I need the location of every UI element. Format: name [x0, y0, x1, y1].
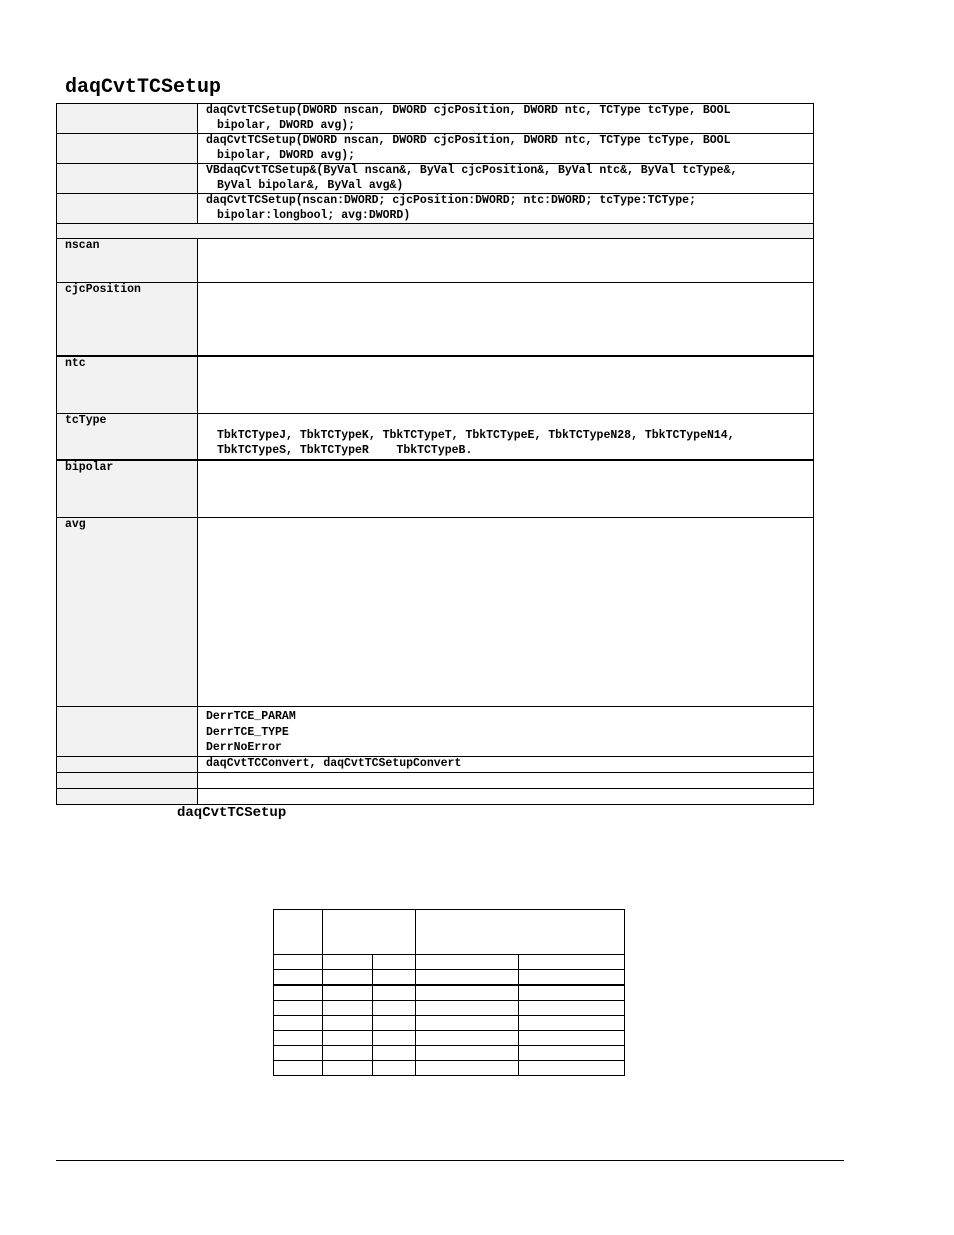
empty-cell [198, 772, 814, 788]
param-description-cell [198, 283, 814, 356]
example-table-row [274, 955, 625, 970]
table-cell [322, 985, 372, 1001]
example-table [273, 909, 625, 1076]
param-description-cell [198, 460, 814, 518]
table-cell [519, 985, 625, 1001]
table-cell [274, 955, 323, 970]
row-label-cell [57, 772, 198, 788]
prototype-cell [198, 104, 814, 134]
description-blank-line [206, 414, 805, 429]
table-cell [519, 1061, 625, 1076]
prototype-line: daqCvtTCSetup(DWORD nscan, DWORD cjcPosition, DWORD ntc, TCType tcType, BOOL [206, 134, 731, 147]
param-name-cell: tcType [57, 414, 198, 460]
table-cell [372, 985, 415, 1001]
section-header-cell [57, 224, 814, 239]
prototype-cell [198, 194, 814, 224]
table-cell [322, 1031, 372, 1046]
table-cell [519, 1001, 625, 1016]
tctype-values-line: TbkTCTypeS, TbkTCTypeR TbkTCTypeB. [217, 443, 473, 457]
table-cell [415, 1061, 519, 1076]
return-code: DerrTCE_PARAM [206, 710, 296, 723]
table-cell [415, 985, 519, 1001]
table-cell [415, 970, 519, 986]
example-table-row [274, 985, 625, 1001]
tctype-values-line: TbkTCTypeJ, TbkTCTypeK, TbkTCTypeT, TbkTCTypeE, TbkTCTypeN28, TbkTCTypeN14, [217, 429, 735, 442]
table-cell [372, 970, 415, 986]
table-cell [274, 1031, 323, 1046]
row-label-cell [57, 707, 198, 757]
example-table-row [274, 1061, 625, 1076]
table-cell [519, 1031, 625, 1046]
footer-rule [56, 1160, 844, 1161]
prototype-row [57, 194, 814, 224]
example-table-row [274, 1031, 625, 1046]
table-cell [322, 1046, 372, 1061]
see-also-cell: daqCvtTCConvert, daqCvtTCSetupConvert [198, 756, 814, 772]
table-cell [415, 1001, 519, 1016]
page-title: daqCvtTCSetup [65, 76, 222, 99]
row-label-cell [57, 134, 198, 164]
param-description-cell [198, 239, 814, 283]
header-cell [274, 910, 323, 955]
row-label-cell [57, 164, 198, 194]
prototype-row [57, 104, 814, 134]
param-name-cell: nscan [57, 239, 198, 283]
table-cell [372, 1061, 415, 1076]
example-table-row [274, 1001, 625, 1016]
table-cell [415, 1031, 519, 1046]
table-cell [372, 1046, 415, 1061]
param-name-cell: bipolar [57, 460, 198, 518]
param-name-cell: cjcPosition [57, 283, 198, 356]
prototype-line: bipolar, DWORD avg); [217, 118, 356, 132]
param-row-avg [57, 518, 814, 707]
prototype-line: VBdaqCvtTCSetup&(ByVal nscan&, ByVal cjcPosition&, ByVal ntc&, ByVal tcType&, [206, 164, 738, 177]
prototype-line: daqCvtTCSetup(nscan:DWORD; cjcPosition:DWORD; ntc:DWORD; tcType:TCType; [206, 194, 696, 207]
param-name-cell: avg [57, 518, 198, 707]
table-cell [415, 1046, 519, 1061]
empty-row [57, 788, 814, 804]
table-cell [372, 1001, 415, 1016]
param-name-cell: ntc [57, 356, 198, 414]
param-description-cell [198, 518, 814, 707]
param-row-nscan [57, 239, 814, 283]
table-cell [274, 1016, 323, 1031]
empty-row [57, 772, 814, 788]
prototype-row [57, 164, 814, 194]
param-row-tctype [57, 414, 814, 460]
prototype-line: daqCvtTCSetup(DWORD nscan, DWORD cjcPosition, DWORD ntc, TCType tcType, BOOL [206, 104, 731, 117]
table-cell [519, 1046, 625, 1061]
header-cell [322, 910, 415, 955]
prototype-cell [198, 134, 814, 164]
prototype-row [57, 134, 814, 164]
example-table-header-row [274, 910, 625, 955]
row-label-cell [57, 788, 198, 804]
table-cell [415, 1016, 519, 1031]
returns-cell [198, 707, 814, 757]
return-code: DerrTCE_TYPE [206, 725, 289, 739]
table-cell [519, 970, 625, 986]
table-cell [274, 985, 323, 1001]
table-cell [274, 1046, 323, 1061]
header-cell [415, 910, 624, 955]
returns-row [57, 707, 814, 757]
usage-caption: daqCvtTCSetup [177, 805, 287, 821]
example-table-row [274, 1046, 625, 1061]
param-row-ntc [57, 356, 814, 414]
param-description-cell [198, 414, 814, 460]
table-cell [274, 1061, 323, 1076]
table-cell [274, 1001, 323, 1016]
table-cell [274, 970, 323, 986]
param-row-bipolar [57, 460, 814, 518]
table-cell [415, 955, 519, 970]
empty-cell [198, 788, 814, 804]
prototype-line: bipolar:longbool; avg:DWORD) [217, 208, 411, 222]
return-code: DerrNoError [206, 741, 282, 754]
row-label-cell [57, 756, 198, 772]
section-header-row [57, 224, 814, 239]
example-table-row [274, 970, 625, 986]
table-cell [372, 1031, 415, 1046]
see-also-row [57, 756, 814, 772]
example-table-row [274, 1016, 625, 1031]
prototype-cell [198, 164, 814, 194]
table-cell [372, 955, 415, 970]
param-row-cjcposition [57, 283, 814, 356]
param-description-cell [198, 356, 814, 414]
table-cell [519, 1016, 625, 1031]
table-cell [322, 1001, 372, 1016]
row-label-cell [57, 194, 198, 224]
table-cell [322, 955, 372, 970]
table-cell [322, 1016, 372, 1031]
prototype-line: ByVal bipolar&, ByVal avg&) [217, 178, 404, 192]
function-reference-table [56, 103, 814, 805]
table-cell [322, 1061, 372, 1076]
table-cell [372, 1016, 415, 1031]
prototype-line: bipolar, DWORD avg); [217, 148, 356, 162]
table-cell [322, 970, 372, 986]
table-cell [519, 955, 625, 970]
row-label-cell [57, 104, 198, 134]
